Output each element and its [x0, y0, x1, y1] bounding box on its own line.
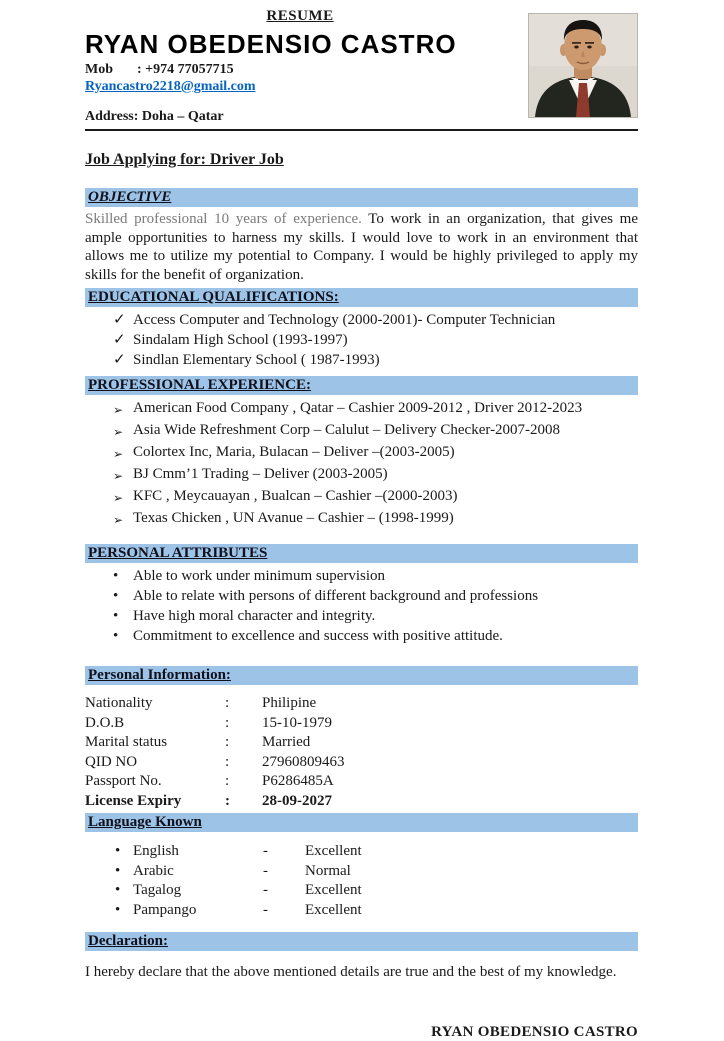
list-item: ➢ American Food Company , Qatar – Cashier 2009-2012 , Driver 2012-2023	[85, 399, 638, 420]
section-title: EDUCATIONAL QUALIFICATIONS:	[88, 289, 339, 305]
check-icon: ✓	[113, 352, 126, 368]
check-icon: ✓	[113, 312, 126, 328]
objective-lead: Skilled professional 10 years of experience.	[85, 211, 362, 227]
address-line: Address: Doha – Qatar	[85, 109, 224, 124]
table-row: QID NO : 27960809463	[85, 753, 345, 770]
job-applying-for: Job Applying for: Driver Job	[85, 151, 284, 168]
table-row: • English - Excellent	[85, 842, 638, 862]
bullet-icon: •	[115, 862, 121, 879]
header-divider	[85, 129, 638, 131]
check-icon: ✓	[113, 332, 126, 348]
list-item: • Able to work under minimum supervision	[113, 568, 386, 584]
mobile-number: : +974 77057715	[137, 62, 234, 77]
table-row: License Expiry : 28-09-2027	[85, 792, 332, 809]
applicant-photo	[528, 13, 638, 118]
arrow-bullet-icon: ➢	[113, 425, 124, 439]
attributes-list	[85, 567, 638, 646]
objective-paragraph	[85, 210, 638, 284]
section-header-objective	[85, 188, 638, 207]
list-item: ➢ Asia Wide Refreshment Corp – Calulut – Delivery Checker-2007-2008	[85, 421, 638, 442]
mobile-label: Mob	[85, 62, 113, 77]
bullet-icon: •	[113, 588, 119, 604]
signature-name: RYAN OBEDENSIO CASTRO	[431, 1024, 638, 1040]
list-item: • Commitment to excellence and success with positive attitude.	[113, 628, 503, 644]
declaration-text: I hereby declare that the above mentioned details are true and the best of my knowledge.	[85, 964, 617, 980]
section-header-attributes	[85, 544, 638, 563]
section-header-declaration	[85, 932, 638, 951]
section-header-personal-info	[85, 666, 638, 685]
personal-info-table	[85, 694, 638, 811]
email-link[interactable]: Ryancastro2218@gmail.com	[85, 79, 256, 94]
languages-table	[85, 842, 638, 920]
bullet-icon: •	[113, 568, 119, 584]
arrow-bullet-icon: ➢	[113, 513, 124, 527]
list-item: ✓ Access Computer and Technology (2000-2001)- Computer Technician	[113, 312, 556, 328]
header-text-block	[85, 8, 515, 125]
table-row: • Pampango - Excellent	[85, 901, 638, 921]
objective-body: To work in an organization, that gives me ample opportunities to harness my skills. I would love to work in an environment that allows me to utilize my potential to Company. I would be highly privileged to apply my skills for the benefit of organization.	[85, 211, 638, 283]
table-row: Nationality : Philipine	[85, 695, 317, 711]
table-row: Marital status : Married	[85, 734, 311, 750]
arrow-bullet-icon: ➢	[113, 447, 124, 461]
education-list	[85, 311, 638, 370]
arrow-bullet-icon: ➢	[113, 491, 124, 505]
section-title: PROFESSIONAL EXPERIENCE:	[88, 377, 311, 393]
resume-header	[85, 8, 638, 125]
section-header-education	[85, 288, 638, 307]
section-title: Declaration:	[88, 933, 168, 949]
arrow-bullet-icon: ➢	[113, 403, 124, 417]
bullet-icon: •	[115, 882, 121, 898]
bullet-icon: •	[115, 843, 121, 859]
bullet-icon: •	[113, 608, 119, 624]
list-item: ✓ Sindalam High School (1993-1997)	[113, 332, 348, 348]
list-item: ➢ Colortex Inc, Maria, Bulacan – Deliver –(2003-2005)	[85, 443, 638, 464]
mobile-line	[85, 62, 515, 78]
doc-title: RESUME	[266, 8, 334, 24]
section-title: Personal Information:	[88, 667, 231, 683]
list-item: ➢ BJ Cmm’1 Trading – Deliver (2003-2005)	[85, 465, 638, 486]
applicant-name: RYAN OBEDENSIO CASTRO	[85, 29, 457, 59]
section-title: Language Known	[88, 814, 202, 830]
table-row: Passport No. : P6286485A	[85, 773, 334, 789]
list-item: • Able to relate with persons of different background and professions	[113, 588, 539, 604]
list-item: ✓ Sindlan Elementary School ( 1987-1993)	[113, 352, 380, 368]
section-title: PERSONAL ATTRIBUTES	[88, 545, 268, 561]
list-item: • Have high moral character and integrity.	[113, 608, 376, 624]
list-item: ➢ Texas Chicken , UN Avanue – Cashier – (1998-1999)	[85, 509, 638, 530]
section-header-experience	[85, 376, 638, 395]
table-row: • Tagalog - Excellent	[85, 881, 638, 901]
table-row: D.O.B : 15-10-1979	[85, 714, 332, 731]
experience-list	[85, 399, 638, 530]
section-header-languages	[85, 813, 638, 832]
section-title: OBJECTIVE	[88, 189, 172, 205]
bullet-icon: •	[113, 628, 119, 644]
bullet-icon: •	[115, 901, 121, 918]
table-row: • Arabic - Normal	[85, 862, 638, 882]
arrow-bullet-icon: ➢	[113, 469, 124, 483]
list-item: ➢ KFC , Meycauayan , Bualcan – Cashier –(2000-2003)	[85, 487, 638, 508]
